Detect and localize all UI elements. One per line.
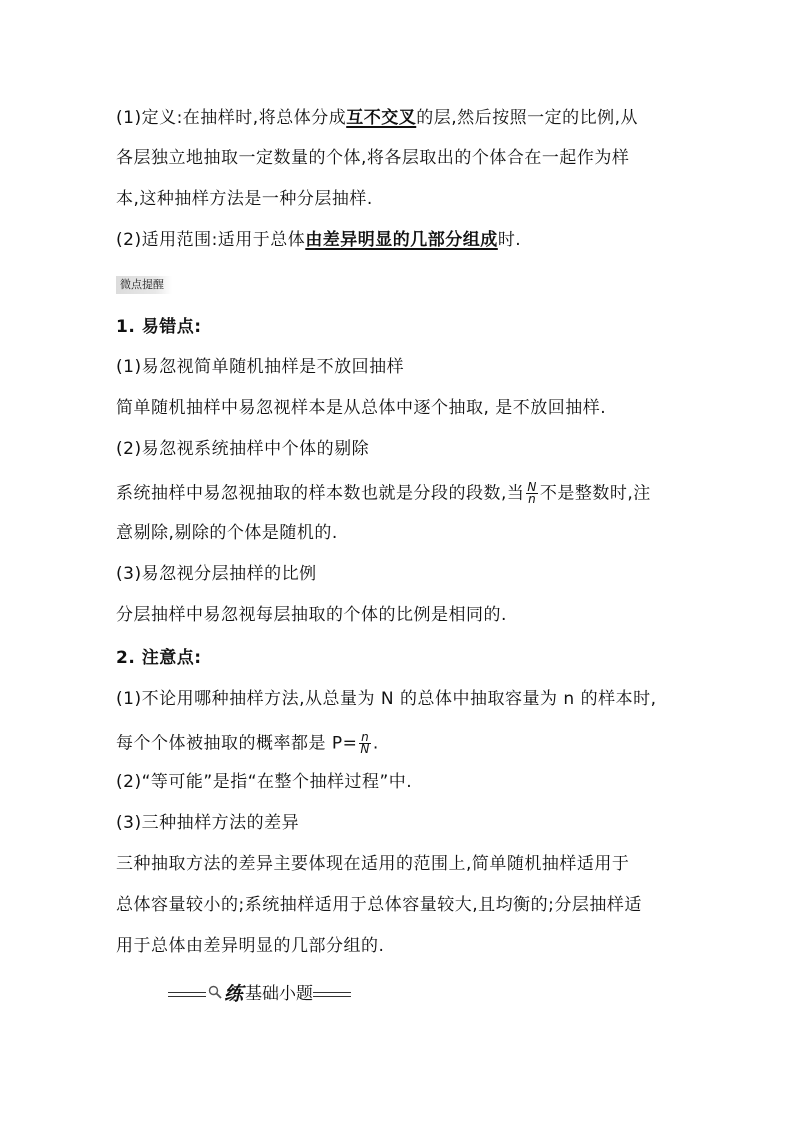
note-1-line-1: (1)不论用哪种抽样方法,从总量为 N 的总体中抽取容量为 n 的样本时, bbox=[116, 689, 657, 709]
text: 系统抽样中易忽视抽取的样本数也就是分段的段数,当 bbox=[116, 483, 525, 504]
fraction-denominator: n bbox=[528, 492, 537, 506]
double-rule-left bbox=[168, 992, 206, 997]
error-point-1: (1)易忽视简单随机抽样是不放回抽样 bbox=[116, 357, 405, 377]
period: . bbox=[372, 733, 379, 754]
magnifier-icon bbox=[208, 983, 222, 1005]
note-3: (3)三种抽样方法的差异 bbox=[116, 813, 300, 833]
error-point-1-text: 简单随机抽样中易忽视样本是从总体中逐个抽取, 是不放回抽样. bbox=[116, 398, 607, 418]
note-3-text-3: 用于总体由差异明显的几部分组的. bbox=[116, 936, 385, 956]
definition-line-2: 各层独立地抽取一定数量的个体,将各层取出的个体合在一起作为样 bbox=[116, 148, 630, 168]
definition-text-cont: 的层,然后按照一定的比例,从 bbox=[416, 108, 639, 128]
definition-line-1 bbox=[116, 107, 638, 129]
error-point-3: (3)易忽视分层抽样的比例 bbox=[116, 564, 317, 584]
basic-exercises-header bbox=[168, 983, 351, 1005]
section-2-title: 2. 注意点: bbox=[116, 648, 202, 668]
emphasis-no-overlap: 互不交叉 bbox=[346, 108, 417, 128]
note-3-text-2: 总体容量较小的;系统抽样适用于总体容量较大,且均衡的;分层抽样适 bbox=[116, 895, 642, 915]
double-rule-right bbox=[313, 992, 351, 997]
note-3-text-1: 三种抽取方法的差异主要体现在适用的范围上,简单随机抽样适用于 bbox=[116, 854, 630, 874]
basic-exercises-label: 基础小题 bbox=[245, 984, 314, 1004]
fraction-n-over-N bbox=[359, 732, 370, 755]
note-2: (2)“等可能”是指“在整个抽样过程”中. bbox=[116, 772, 413, 792]
error-point-2: (2)易忽视系统抽样中个体的剔除 bbox=[116, 439, 370, 459]
error-point-2-text bbox=[116, 482, 651, 505]
practice-char: 练 bbox=[224, 983, 244, 1005]
fraction-denominator: N bbox=[360, 742, 370, 756]
section-1-title: 1. 易错点: bbox=[116, 317, 202, 337]
scope-text: (2)适用范围:适用于总体 bbox=[116, 230, 306, 250]
emphasis-scope: 由差异明显的几部分组成 bbox=[305, 230, 498, 250]
error-point-3-text: 分层抽样中易忽视每层抽取的个体的比例是相同的. bbox=[116, 605, 507, 625]
tip-badge: 微点提醒 bbox=[116, 276, 172, 294]
definition-text: (1)定义:在抽样时,将总体分成 bbox=[116, 108, 347, 128]
fraction-numerator: n bbox=[361, 730, 370, 744]
definition-line-3: 本,这种抽样方法是一种分层抽样. bbox=[116, 189, 373, 209]
scope-text-end: 时. bbox=[497, 230, 522, 250]
fraction-N-over-n bbox=[526, 482, 537, 505]
text-cont: 不是整数时,注 bbox=[539, 483, 651, 504]
text: 每个个体被抽取的概率都是 P= bbox=[116, 733, 358, 754]
note-1-line-2 bbox=[116, 732, 379, 755]
scope-line bbox=[116, 229, 521, 251]
error-point-2-text-2: 意剔除,剔除的个体是随机的. bbox=[116, 523, 338, 543]
fraction-numerator: N bbox=[527, 480, 537, 494]
